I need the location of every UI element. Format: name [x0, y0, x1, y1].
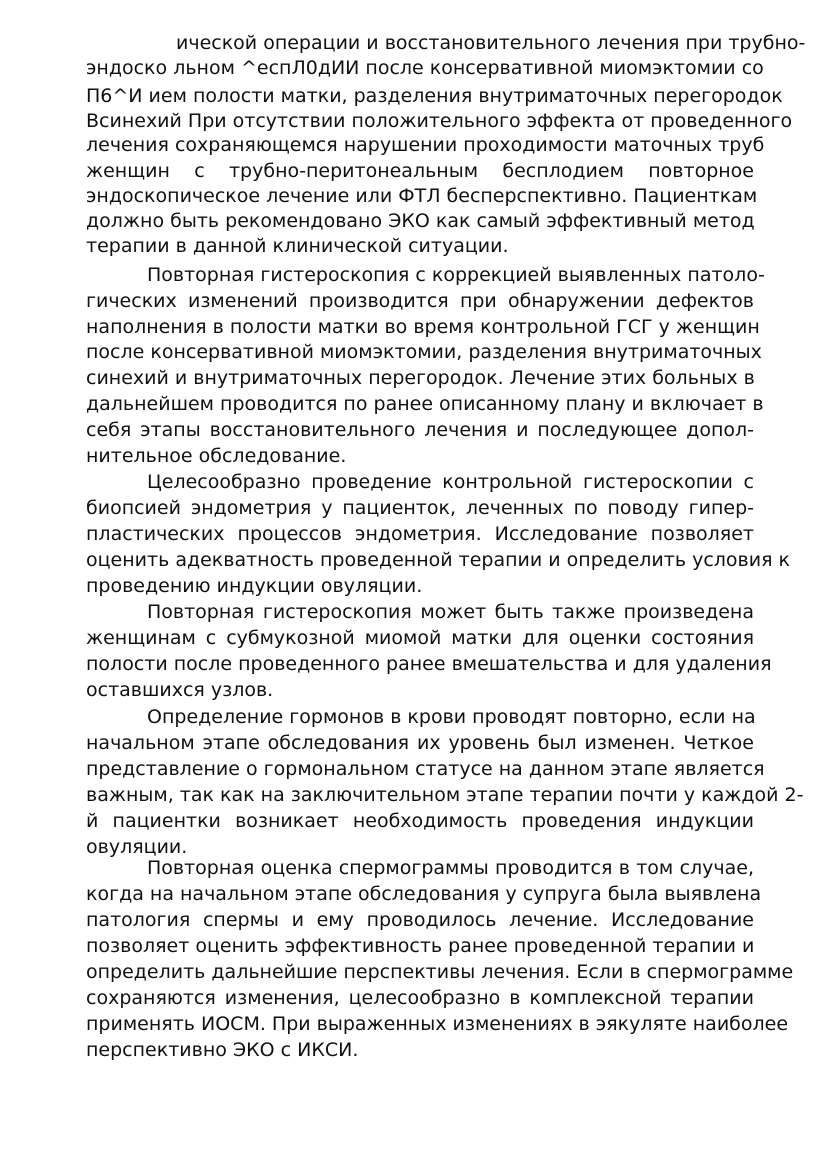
text-line: после консервативной миомэктомии, разделения внутриматочных	[86, 341, 762, 363]
text-line: должно быть рекомендовано ЭКО как самый эффективный метод	[86, 210, 755, 232]
text-line: когда на начальном этапе обследования у супруга была выявлена	[86, 883, 762, 905]
text-line: применять ИОСМ. При выраженных изменениях в эякуляте наиболее	[86, 1013, 789, 1035]
text-line: Повторная гистероскопия с коррекцией выявленных патоло-	[147, 264, 765, 286]
text-line: оставшихся узлов.	[86, 679, 274, 701]
text-line: дальнейшем проводится по ранее описанному плану и включает в	[86, 393, 764, 415]
text-line: Определение гормонов в крови проводят повторно, если на	[147, 706, 756, 728]
text-line: лечения сохраняющемся нарушении проходимости маточных труб	[86, 134, 765, 156]
text-line: ической операции и восстановительного лечения при трубно-	[176, 32, 806, 54]
text-line: определить дальнейшие перспективы лечения. Если в спермограмме	[86, 961, 794, 983]
text-line: женщин с трубно-перитонеальным бесплодием повторное	[86, 160, 754, 182]
text-line: Целесообразно проведение контрольной гистероскопии с	[147, 471, 754, 493]
text-line: перспективно ЭКО с ИКСИ.	[86, 1039, 359, 1061]
text-line: биопсией эндометрия у пациенток, леченных по поводу гипер-	[86, 497, 754, 519]
text-line: полости после проведенного ранее вмешательства и для удаления	[86, 653, 772, 675]
text-line: патология спермы и ему проводилось лечение. Исследование	[86, 909, 754, 931]
text-line: эндоскопическое лечение или ФТЛ бесперспективно. Пациенткам	[86, 185, 758, 207]
text-line: терапии в данной клинической ситуации.	[86, 235, 509, 257]
text-line: представление о гормональном статусе на данном этапе является	[86, 758, 765, 780]
text-line: овуляции.	[86, 836, 188, 858]
text-line: эндоско льном ^еспЛ0дИИ после консервативной миомэктомии со	[86, 57, 764, 79]
text-line: женщинам с субмукозной миомой матки для оценки состояния	[86, 627, 754, 649]
text-line: синехий и внутриматочных перегородок. Лечение этих больных в	[86, 367, 755, 389]
text-line: начальном этапе обследования их уровень был изменен. Четкое	[86, 732, 754, 754]
text-line: гических изменений производится при обнаружении дефектов	[86, 290, 754, 312]
text-line: себя этапы восстановительного лечения и последующее допол-	[86, 419, 754, 441]
text-line: сохраняются изменения, целесообразно в комплексной терапии	[86, 987, 754, 1009]
text-line: нительное обследование.	[86, 445, 347, 467]
text-line: наполнения в полости матки во время контрольной ГСГ у женщин	[86, 316, 760, 338]
text-line: Всинехий При отсутствии положительного эффекта от проведенного	[86, 110, 793, 132]
text-line: й пациентки возникает необходимость проведения индукции	[86, 810, 754, 832]
text-line: оценить адекватность проведенной терапии и определить условия к	[86, 549, 791, 571]
text-line: П6^И ием полости матки, разделения внутриматочных перегородок	[86, 85, 783, 107]
text-line: проведению индукции овуляции.	[86, 575, 423, 597]
text-line: позволяет оценить эффективность ранее проведенной терапии и	[86, 935, 755, 957]
text-line: Повторная гистероскопия может быть также произведена	[147, 601, 754, 623]
text-line: важным, так как на заключительном этапе терапии почти у каждой 2-	[86, 784, 804, 806]
text-line: пластических процессов эндометрия. Исследование позволяет	[86, 523, 754, 545]
text-line: Повторная оценка спермограммы проводится в том случае,	[147, 857, 754, 879]
